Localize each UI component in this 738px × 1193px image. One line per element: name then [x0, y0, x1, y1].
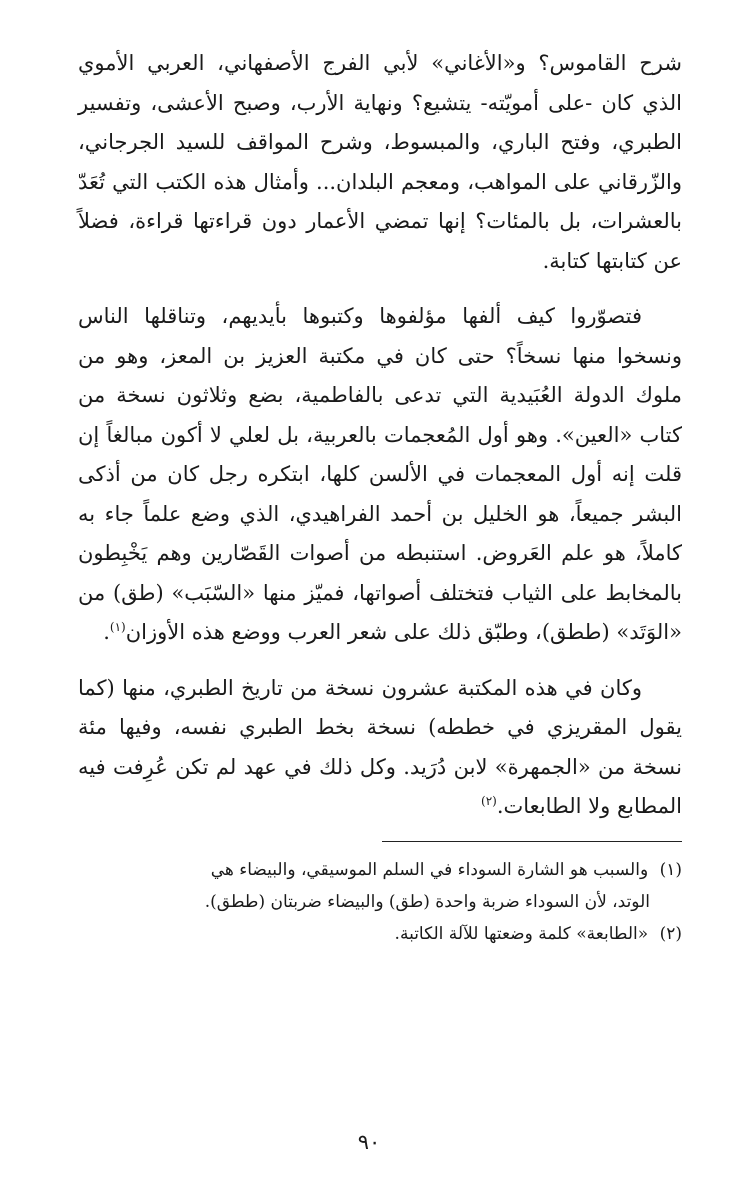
paragraph-1: [78, 44, 682, 281]
footnote-1-line2: الوتد، لأن السوداء ضربة واحدة (طق) والبيضاء ضربتان (ططق).: [204, 891, 650, 912]
paragraph-3-text: وكان في هذه المكتبة عشرون نسخة من تاريخ الطبري، منها (كما يقول المقريزي في خططه) نسخة بخط الطبري نفسه، وفيها مئة نسخة من «الجمهرة» لابن دُرَيد. وكل ذلك في عهد لم تكن عُرِفت فيه المطابع ولا الطابعات.: [78, 675, 682, 818]
footnote-2-line1: «الطابعة» كلمة وضعتها للآلة الكاتبة.: [394, 923, 649, 944]
paragraph-3: [78, 669, 682, 827]
page-number: ٩٠: [357, 1130, 381, 1154]
paragraph-2-tail: .: [103, 620, 110, 644]
footnote-separator-wrap: [78, 827, 682, 854]
footnote-1-continuation: [78, 886, 682, 918]
footnote-separator: [382, 841, 682, 842]
paragraph-2: [78, 297, 682, 653]
book-page: [78, 44, 682, 950]
paragraph-gap: [78, 653, 682, 669]
paragraph-gap: [78, 281, 682, 297]
footnote-2: [78, 918, 682, 950]
footnote-1: [78, 854, 682, 886]
footnote-1-line1: والسبب هو الشارة السوداء في السلم الموسيقي، والبيضاء هي: [210, 859, 649, 880]
footnote-ref-1: (١): [109, 620, 126, 634]
paragraph-2-text: فتصوّروا كيف ألفها مؤلفوها وكتبوها بأيديهم، وتناقلها الناس ونسخوا منها نسخاً؟ حتى كان في مكتبة العزيز بن المعز، وهو من ملوك الدولة العُبَيدية التي تدعى بالفاطمية، بضع وثلاثون نسخة من كتاب «العين». وهو أول المُعجمات بالعربية، بل لعلي لا أكون مبالغاً إن قلت إنه أول المعجمات في الألسن كلها، ابتكره رجل كان من أذكى البشر جميعاً، هو الخليل بن أحمد الفراهيدي، الذي وضع علماً جاء به كاملاً، هو علم العَروض. استنبطه من أصوات القَصّارين وهم يَخْبِطون بالمخابط على الثياب فتختلف أصواتها، فميّز منها «السّبَب» (طق) من «الوَتَد» (ططق)، وطبّق ذلك على شعر العرب ووضع هذه الأوزان: [78, 304, 682, 644]
footnote-2-number: (٢): [659, 923, 682, 944]
footnote-ref-2: (٢): [481, 794, 497, 808]
paragraph-1-text: شرح القاموس؟ و«الأغاني» لأبي الفرج الأصفهاني، العربي الأموي الذي كان -على أمويّته- يتشيع؟ ونهاية الأرب، وصبح الأعشى، وتفسير الطبري، وفتح الباري، والمبسوط، وشرح المواقف للسيد الجرجاني، والزّرقاني على المواهب، ومعجم البلدان... وأمثال هذه الكتب التي تُعَدّ بالعشرات، بل بالمئات؟ إنها تمضي الأعمار دون قراءتها قراءة، فضلاً عن كتابتها كتابة.: [78, 51, 682, 273]
footnote-1-number: (١): [659, 859, 682, 880]
